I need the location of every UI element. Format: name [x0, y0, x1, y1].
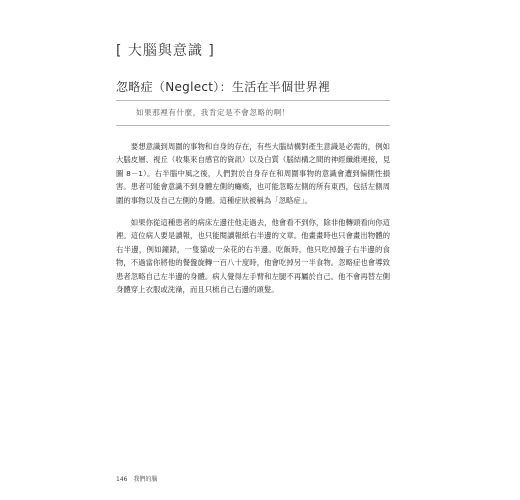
body-text: [116, 140, 390, 305]
chapter-title: 忽略症（Neglect）：生活在半個世界裡: [116, 80, 331, 94]
paragraph-1: 要想意識到周圍的事物和自身的存在，有些大腦結構對產生意識是必需的，例如大腦皮層、視丘（收集來自感官的資訊）以及白質（腦結構之間的神經纖維連接，見圖 8－1）。右半腦中風之後，人們對於自身存在和周圍事物的意識會遭到偏側性損害。患者可能會意識不到身體左側的癱瘓，也可能忽略左側的所有東西，包括左側周圍的事物以及自己左側的身體。這種症狀被稱為「忽略症」。: [116, 142, 390, 205]
running-book-title: 我們的腦: [133, 476, 158, 483]
quote-bottom-rule: [116, 125, 390, 126]
quote-top-rule: [116, 100, 390, 101]
page-footer: [116, 474, 161, 483]
epigraph-quote: 如果那裡有什麼，我肯定是不會忽略的啊！: [136, 108, 290, 117]
section-title: [ 大腦與意識 ]: [116, 43, 215, 59]
paragraph-2: 如果你從這種患者的病床左邊往他走過去，他會看不到你，除非他轉頭看向你這裡。這位病人要是讀報，也只能閱讀報紙右半邊的文章。他畫畫時也只會畫出物體的右半邊，例如鐘錶，一隻貓或一朵花的右半邊。吃飯時，他只吃掉盤子右半邊的食物，不過當你將他的餐盤旋轉一百八十度時，他會吃掉另一半食物。忽略症也會導致患者忽略自己左半邊的身體。病人覺得左手臂和左腿不再屬於自己。他不會再替左側身體穿上衣服或洗澡，而且只梳自己右邊的頭髮。: [116, 218, 390, 295]
page-number: 146: [116, 476, 128, 483]
